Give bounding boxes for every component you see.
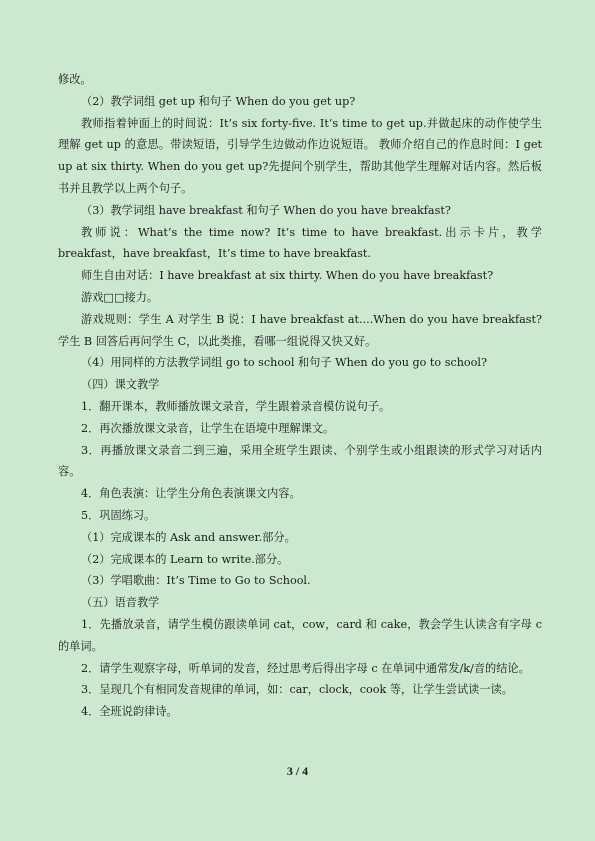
paragraph: 2．请学生观察字母，听单词的发音，经过思考后得出字母 c 在单词中通常发/k/音的结论。 <box>81 661 530 675</box>
paragraph: （2）教学词组 get up 和句子 When do you get up? <box>81 94 356 108</box>
paragraph: 师生自由对话：I have breakfast at six thirty. When do you have breakfast? <box>81 269 494 283</box>
paragraph: 1．翻开课本，教师播放课文录音，学生跟着录音模仿说句子。 <box>81 399 391 413</box>
paragraph: （3）学唱歌曲：It’s Time to Go to School. <box>81 574 311 588</box>
paragraph: 游戏□□接力。 <box>81 290 159 304</box>
paragraph: 4．全班说韵律诗。 <box>81 705 178 719</box>
paragraph: 1．先播放录音，请学生模仿跟读单词 cat，cow，card 和 cake，教会学生认读含有字母 c 的单词。 <box>58 617 542 653</box>
paragraph: 5．巩固练习。 <box>81 508 156 522</box>
paragraph: 4．角色表演：让学生分角色表演课文内容。 <box>81 487 301 501</box>
document-body <box>58 69 542 723</box>
paragraph: 游戏规则：学生 A 对学生 B 说：I have breakfast at....When do you have breakfast?学生 B 回答后再问学生 C，以此类推，看哪一组说得又快又好。 <box>58 312 542 348</box>
paragraph: （3）教学词组 have breakfast 和句子 When do you have breakfast? <box>81 203 451 217</box>
section-heading: （四）课文教学 <box>81 378 160 392</box>
section-heading: （五）语音教学 <box>81 596 160 610</box>
paragraph: （1）完成课本的 Ask and answer.部分。 <box>81 530 296 544</box>
paragraph: 3．再播放课文录音二到三遍，采用全班学生跟读、个别学生或小组跟读的形式学习对话内容。 <box>58 443 542 479</box>
paragraph: 3．呈现几个有相同发音规律的单词，如：car，clock，cook 等，让学生尝试读一读。 <box>81 683 513 697</box>
paragraph: （4）用同样的方法教学词组 go to school 和句子 When do you go to school? <box>81 356 487 370</box>
page-number: 3 / 4 <box>286 764 309 778</box>
paragraph: 修改。 <box>58 73 92 86</box>
paragraph: 教师说：What’s the time now? It’s time to have breakfast.出示卡片，教学 breakfast，have breakfast，It’s time to have breakfast. <box>58 225 542 261</box>
paragraph: 2．再次播放课文录音，让学生在语境中理解课文。 <box>81 421 335 435</box>
paragraph: （2）完成课本的 Learn to write.部分。 <box>81 552 289 566</box>
paragraph: 教师指着钟面上的时间说：It’s six forty-five. It’s time to get up.并做起床的动作使学生理解 get up 的意思。带读短语，引导学生边做动作边说短语。 教师介绍自己的作息时间：I get up at six thirty. When do you get up?先提问个别学生，帮助其他学生理解对话内容。然后板书并且教学以上两个句子。 <box>58 116 542 195</box>
